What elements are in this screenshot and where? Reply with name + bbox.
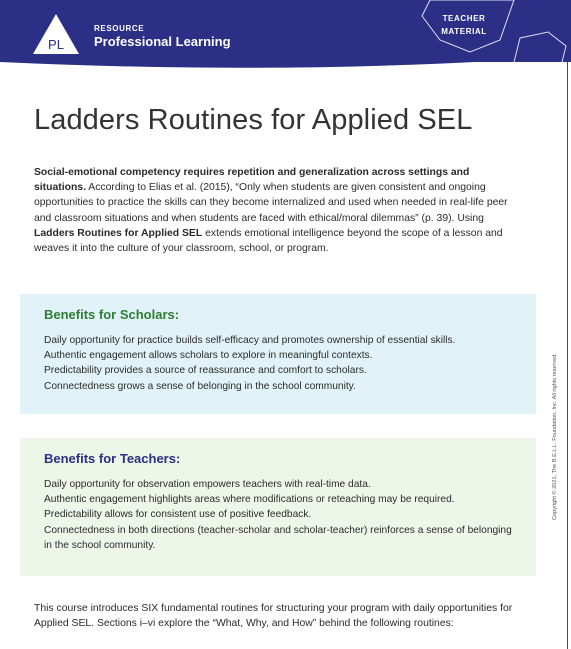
closing-paragraph: This course introduces SIX fundamental routines for structuring your program with daily opportunities for Applied SEL. Sections i–vi explore the “What, Why, and How” behind the following routines: <box>34 603 513 630</box>
copyright-text: Copyright © 2021, The B.E.L.L. Foundation, Inc. All rights reserved. <box>552 353 558 520</box>
pl-triangle-logo <box>31 12 81 56</box>
list-item: Authentic engagement allows scholars to explore in meaningful contexts. <box>44 350 373 362</box>
list-item: Predictability provides a source of reassurance and comfort to scholars. <box>44 365 367 377</box>
list-item: Connectedness in both directions (teacher-scholar and scholar-teacher) reinforces a sense of belonging in the school community. <box>44 524 512 551</box>
intro-text-2: extends emotional intelligence beyond the scope of a lesson and weaves it into the culture of your classroom, school, or program. <box>34 227 503 255</box>
intro-paragraph <box>34 165 508 256</box>
intro-bold-2: Ladders Routines for Applied SEL <box>34 227 203 239</box>
list-item: Connectedness grows a sense of belonging in the school community. <box>44 380 356 392</box>
logo-text: PL <box>48 37 64 52</box>
teacher-material-badge <box>430 12 498 38</box>
badge-line-1: TEACHER <box>442 14 486 23</box>
scholars-heading: Benefits for Scholars: <box>44 307 180 322</box>
intro-text-1: According to Elias et al. (2015), “Only when students are given consistent and ongoing opportunities to practice the skills can they become internalized and used when needed in real-life peer and classroom situations and when students are faced with ethical/moral dilemmas” (p. 39). Using <box>34 182 508 224</box>
resource-kicker: RESOURCE <box>94 24 145 33</box>
right-edge-rule <box>567 62 568 649</box>
page-title: Ladders Routines for Applied SEL <box>34 104 473 136</box>
teachers-list <box>44 477 518 553</box>
list-item: Daily opportunity for practice builds self-efficacy and promotes ownership of essential skills. <box>44 335 456 346</box>
badge-line-2: MATERIAL <box>441 27 487 36</box>
scholars-list <box>44 333 518 394</box>
teachers-heading: Benefits for Teachers: <box>44 451 181 466</box>
resource-title: Professional Learning <box>94 34 231 49</box>
list-item: Authentic engagement highlights areas where modifications or reteaching may be required. <box>44 494 455 506</box>
list-item: Daily opportunity for observation empowers teachers with real-time data. <box>44 479 371 490</box>
list-item: Predictability allows for consistent use of positive feedback. <box>44 509 312 521</box>
copyright-notice <box>552 340 562 520</box>
teachers-benefits-box <box>20 438 536 576</box>
scholars-benefits-box <box>20 294 536 414</box>
intro-lead: Social-emotional competency requires repetition and generalization across settings and situations. <box>34 167 470 194</box>
